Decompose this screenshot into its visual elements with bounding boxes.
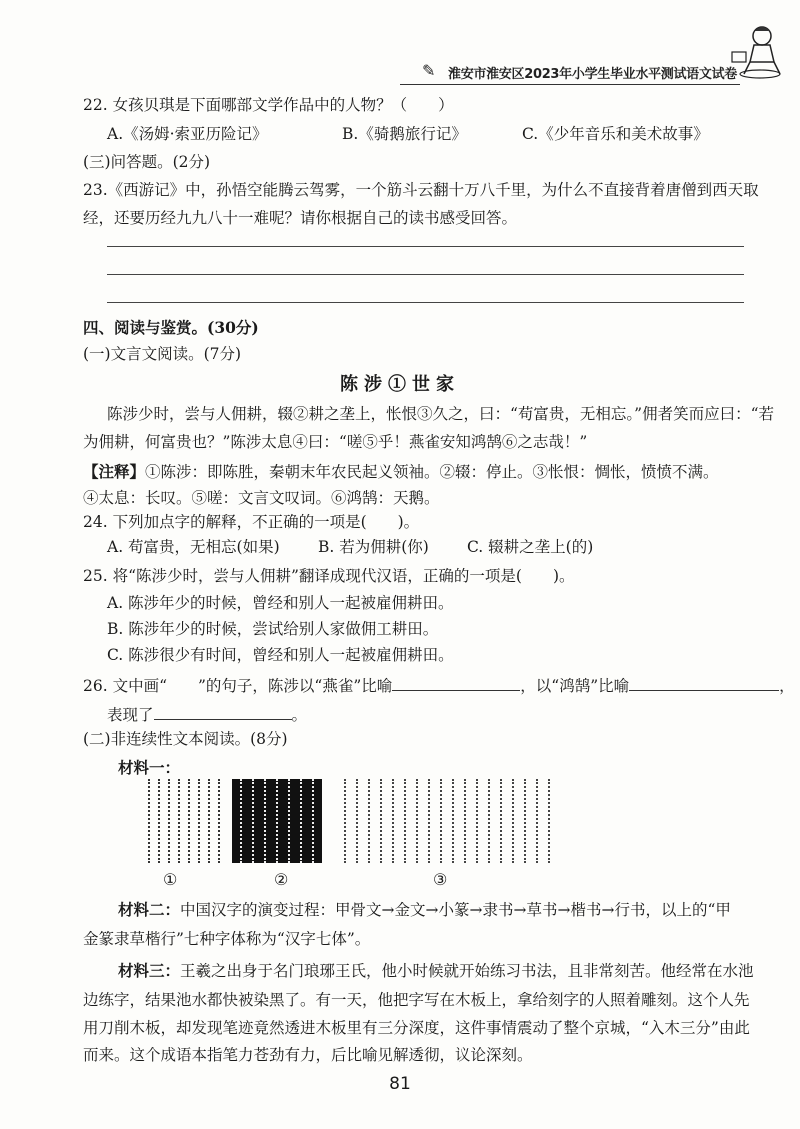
q22-stem: 22. 女孩贝琪是下面哪部文学作品中的人物？（ ） — [83, 96, 454, 114]
q24-option-a: A. 苟富贵，无相忘(如果) — [107, 538, 280, 556]
q25-stem: 25. 将“陈涉少时，尝与人佣耕”翻译成现代汉语，正确的一项是( )。 — [83, 567, 575, 585]
q24-stem: 24. 下列加点字的解释，不正确的一项是( )。 — [83, 513, 420, 531]
answer-line[interactable] — [107, 274, 744, 275]
answer-line[interactable] — [107, 302, 744, 303]
answer-line[interactable] — [107, 246, 744, 247]
q26-blank-2[interactable] — [629, 674, 779, 691]
material-1-label: 材料一： — [118, 758, 181, 777]
q26-text-4: 表现了 — [107, 706, 154, 724]
material-3-line4: 而来。这个成语本指笔力苍劲有力，后比喻见解透彻，议论深刻。 — [83, 1046, 533, 1064]
q24-option-b: B. 若为佣耕(你) — [318, 538, 429, 556]
material-2-text: 中国汉字的演变过程：甲骨文→金文→小篆→隶书→草书→楷书→行书，以上的“甲 — [180, 901, 731, 919]
q26-line1 — [83, 674, 795, 696]
material-3-line1 — [118, 961, 754, 981]
q23-stem-line2: 经，还要历经九九八十一难呢？请你根据自己的读书感受回答。 — [83, 209, 518, 227]
q22-option-c: C.《少年音乐和美术故事》 — [522, 125, 709, 143]
material-2-line2: 金篆隶草楷行”七种字体称为“汉字七体”。 — [83, 930, 371, 948]
part-4-sub2-heading: (二)非连续性文本阅读。(8分) — [83, 730, 288, 748]
article-title: 陈涉①世家 — [340, 374, 460, 395]
material-2-line1 — [118, 900, 731, 920]
q26-text-3: ， — [779, 677, 795, 695]
q26-blank-3[interactable] — [154, 703, 292, 720]
caption-2: ② — [274, 870, 289, 889]
caption-1: ① — [163, 870, 178, 889]
q24-option-c: C. 辍耕之垄上(的) — [467, 538, 594, 556]
article-notes-line1 — [83, 462, 719, 482]
calligraphy-sample-2 — [232, 779, 322, 863]
q22-option-b: B.《骑鹅旅行记》 — [342, 125, 467, 143]
q23-stem-line1: 23.《西游记》中，孙悟空能腾云驾雾，一个筋斗云翻十万八千里，为什么不直接背着唐僧到西天取 — [83, 181, 759, 199]
q26-blank-1[interactable] — [392, 674, 520, 691]
q22-option-a: A.《汤姆·索亚历险记》 — [107, 125, 268, 143]
q26-line2 — [107, 703, 307, 725]
part-4-sub1-heading: (一)文言文阅读。(7分) — [83, 345, 242, 363]
article-paragraph-line2: 为佣耕，何富贵也？”陈涉太息④曰：“嗟⑤乎！燕雀安知鸿鹄⑥之志哉！” — [83, 433, 588, 451]
exam-title: 淮安市淮安区2023年小学生毕业水平测试语文试卷 — [448, 67, 737, 82]
section-3-heading: (三)问答题。(2分) — [83, 153, 211, 171]
material-3-label: 材料三： — [118, 961, 181, 980]
notes-text: ①陈涉：即陈胜，秦朝末年农民起义领袖。②辍：停止。③怅恨：惆怅，愤愤不满。 — [145, 463, 719, 481]
calligraphy-sample-3 — [340, 779, 562, 863]
q25-option-a: A. 陈涉年少的时候，曾经和别人一起被雇佣耕田。 — [107, 594, 454, 612]
mascot-icon — [730, 22, 788, 80]
caption-3: ③ — [433, 870, 448, 889]
calligraphy-sample-1 — [148, 779, 220, 863]
material-3-line3: 用刀削木板，却发现笔迹竟然透进木板里有三分深度，这件事情震动了整个京城，“入木三分”由此 — [83, 1019, 750, 1037]
page-number: 81 — [389, 1074, 411, 1094]
article-paragraph-line1: 陈涉少时，尝与人佣耕，辍②耕之垄上，怅恨③久之，曰：“苟富贵，无相忘。”佣者笑而应曰：“若 — [107, 405, 775, 423]
article-notes-line2: ④太息：长叹。⑤嗟：文言文叹词。⑥鸿鹄：天鹅。 — [83, 489, 440, 507]
material-2-label: 材料二： — [118, 900, 181, 919]
part-4-heading: 四、阅读与鉴赏。(30分) — [83, 318, 259, 337]
pen-icon: ✎ — [422, 61, 436, 80]
q26-text-1: 26. 文中画“ ”的句子，陈涉以“燕雀”比喻 — [83, 677, 393, 695]
material-3-line2: 边练字，结果池水都快被染黑了。有一天，他把字写在木板上，拿给刻字的人照着雕刻。这个人先 — [83, 991, 750, 1009]
material-3-text: 王羲之出身于名门琅琊王氏，他小时候就开始练习书法，且非常刻苦。他经常在水池 — [180, 962, 754, 980]
q26-text-2: ，以“鸿鹄”比喻 — [520, 677, 630, 695]
notes-label: 【注释】 — [83, 462, 146, 481]
q26-text-5: 。 — [291, 706, 308, 724]
q25-option-b: B. 陈涉年少的时候，尝试给别人家做佣工耕田。 — [107, 620, 439, 638]
q25-option-c: C. 陈涉很少有时间，曾经和别人一起被雇佣耕田。 — [107, 646, 454, 664]
page-header — [400, 58, 740, 85]
